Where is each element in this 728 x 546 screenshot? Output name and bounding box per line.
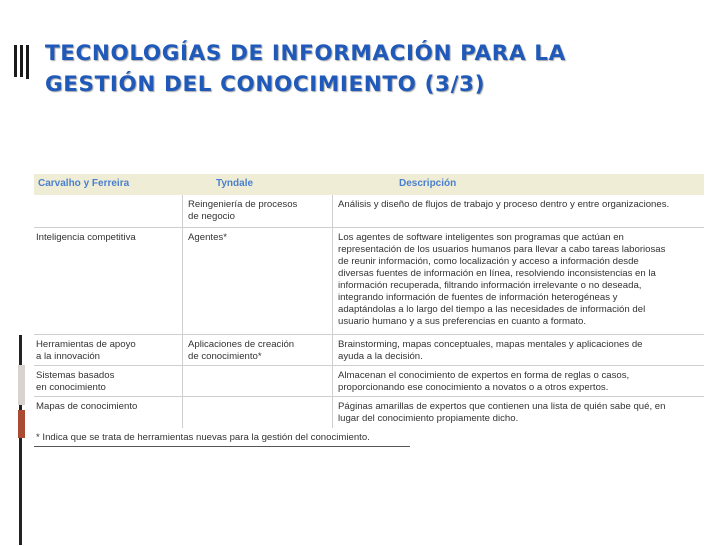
column-divider xyxy=(332,335,333,365)
column-divider xyxy=(182,228,183,334)
row-col1: Mapas de conocimiento xyxy=(36,401,138,412)
table-row xyxy=(34,228,704,335)
row-col3: Páginas amarillas de expertos que contienen una lista de quién sabe qué, en lugar del conocimiento propiamente dicho. xyxy=(338,401,666,424)
column-divider xyxy=(332,397,333,428)
footnote-rule xyxy=(34,446,410,447)
column-divider xyxy=(332,195,333,227)
title-part-indicator: (3/3) xyxy=(424,72,486,97)
rail-bar xyxy=(20,45,23,77)
row-col2: Agentes* xyxy=(188,232,227,243)
column-divider xyxy=(182,397,183,428)
slide-title xyxy=(45,38,685,100)
table-footer xyxy=(34,428,704,452)
row-col2: Aplicaciones de creación de conocimiento* xyxy=(188,339,295,362)
rail-accent-light xyxy=(18,365,25,405)
title-line-2-text: GESTIÓN DEL CONOCIMIENTO xyxy=(45,72,417,97)
rail-bar xyxy=(14,45,17,77)
table-row xyxy=(34,335,704,366)
decorative-rail xyxy=(12,45,32,545)
table-header xyxy=(34,174,704,195)
row-col1: Sistemas basados en conocimiento xyxy=(36,370,115,393)
row-col3: Análisis y diseño de flujos de trabajo y proceso dentro y entre organizaciones. xyxy=(338,199,670,210)
column-divider xyxy=(182,335,183,365)
row-col3: Los agentes de software inteligentes son programas que actúan en representación de los usuarios humanos para llevar a cabo tareas laboriosas de reunir información, como localización y acceso a información desde diversas fuentes de información en línea, resolviendo inconsistencias en la información recuperada, filtrando información irrelevante o no deseada, integrando información de fuentes de información heterogéneas y adaptándolas a lo largo del tiempo a las necesidades de información del usuario humano y a sus preferencias en cuanto a formato. xyxy=(338,232,666,327)
row-col1: Inteligencia competitiva xyxy=(36,232,136,243)
row-col3: Brainstorming, mapas conceptuales, mapas mentales y aplicaciones de ayuda a la decisión. xyxy=(338,339,643,362)
column-divider xyxy=(332,228,333,334)
row-col1: Herramientas de apoyo a la innovación xyxy=(36,339,136,362)
column-divider xyxy=(332,366,333,396)
knowledge-tools-table xyxy=(34,174,704,452)
title-line-1: TECNOLOGÍAS DE INFORMACIÓN PARA LA xyxy=(45,41,566,66)
table-row xyxy=(34,195,704,228)
header-descripcion: Descripción xyxy=(399,178,457,189)
column-divider xyxy=(182,366,183,396)
rail-accent-red xyxy=(18,410,25,438)
header-tyndale: Tyndale xyxy=(216,178,254,189)
table-footnote: * Indica que se trata de herramientas nuevas para la gestión del conocimiento. xyxy=(36,432,370,443)
column-divider xyxy=(182,195,183,227)
table-row xyxy=(34,366,704,397)
table-row xyxy=(34,397,704,428)
rail-bar xyxy=(26,45,29,79)
row-col3: Almacenan el conocimiento de expertos en forma de reglas o casos, proporcionando ese conocimiento a novatos o a otros expertos. xyxy=(338,370,630,393)
title-line-2 xyxy=(45,69,685,100)
row-col2: Reingeniería de procesos de negocio xyxy=(188,199,298,222)
header-carvalho-ferreira: Carvalho y Ferreira xyxy=(38,178,130,189)
